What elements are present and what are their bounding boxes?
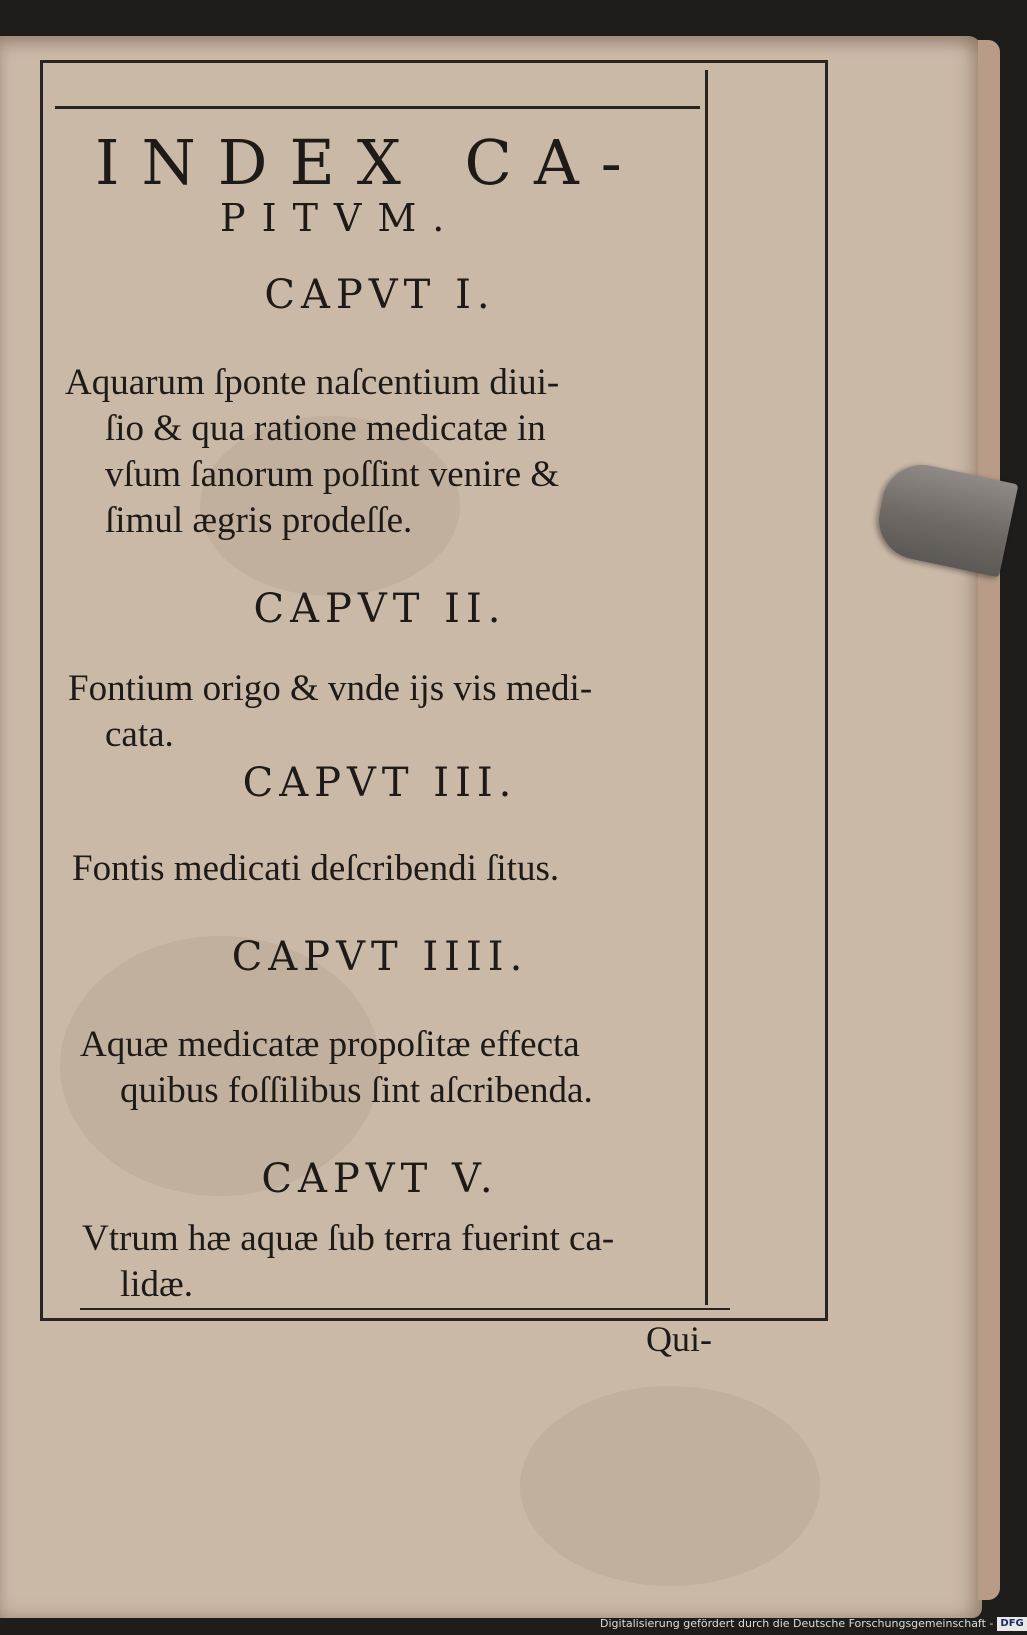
page-edge bbox=[978, 40, 1000, 1600]
paper-stain bbox=[520, 1386, 820, 1586]
chapter-text-line: ſimul ægris prodeſſe. bbox=[105, 500, 413, 541]
chapter-heading: CAPVT II. bbox=[253, 586, 507, 632]
chapter-text-line: Aquarum ſponte naſcentium diui- bbox=[65, 362, 560, 403]
footer-text: Digitalisierung gefördert durch die Deutsche Forschungsgemeinschaft - bbox=[600, 1617, 994, 1630]
frame-inner-rule bbox=[705, 70, 708, 1305]
chapter-text-line: ſio & qua ratione medicatæ in bbox=[105, 408, 546, 449]
chapter-text-line: quibus foſſilibus ſint aſcribenda. bbox=[120, 1070, 593, 1111]
chapter-heading: CAPVT I. bbox=[264, 272, 496, 318]
dfg-logo-icon: DFG bbox=[997, 1617, 1026, 1631]
digitization-footer bbox=[600, 1614, 1024, 1634]
index-title-line2: PITVM. bbox=[220, 196, 461, 240]
chapter-heading: CAPVT III. bbox=[242, 760, 518, 806]
chapter-text-line: Vtrum hæ aquæ ſub terra fuerint ca- bbox=[82, 1218, 615, 1259]
frame-top-rule bbox=[55, 106, 700, 109]
frame-bottom-rule bbox=[80, 1308, 730, 1310]
chapter-text-line: cata. bbox=[105, 714, 174, 755]
chapter-text-line: Aquæ medicatæ propoſitæ effecta bbox=[80, 1024, 580, 1065]
chapter-text-line: lidæ. bbox=[120, 1264, 193, 1305]
catchword: Qui- bbox=[646, 1319, 712, 1359]
chapter-text-line: Fontis medicati deſcribendi ſitus. bbox=[72, 848, 560, 889]
index-title-line1: INDEX CA- bbox=[95, 126, 644, 199]
chapter-heading: CAPVT V. bbox=[261, 1156, 499, 1202]
chapter-text-line: vſum ſanorum poſſint venire & bbox=[105, 454, 560, 495]
chapter-text-line: Fontium origo & vnde ijs vis medi- bbox=[68, 668, 593, 709]
chapter-heading: CAPVT IIII. bbox=[231, 934, 529, 980]
